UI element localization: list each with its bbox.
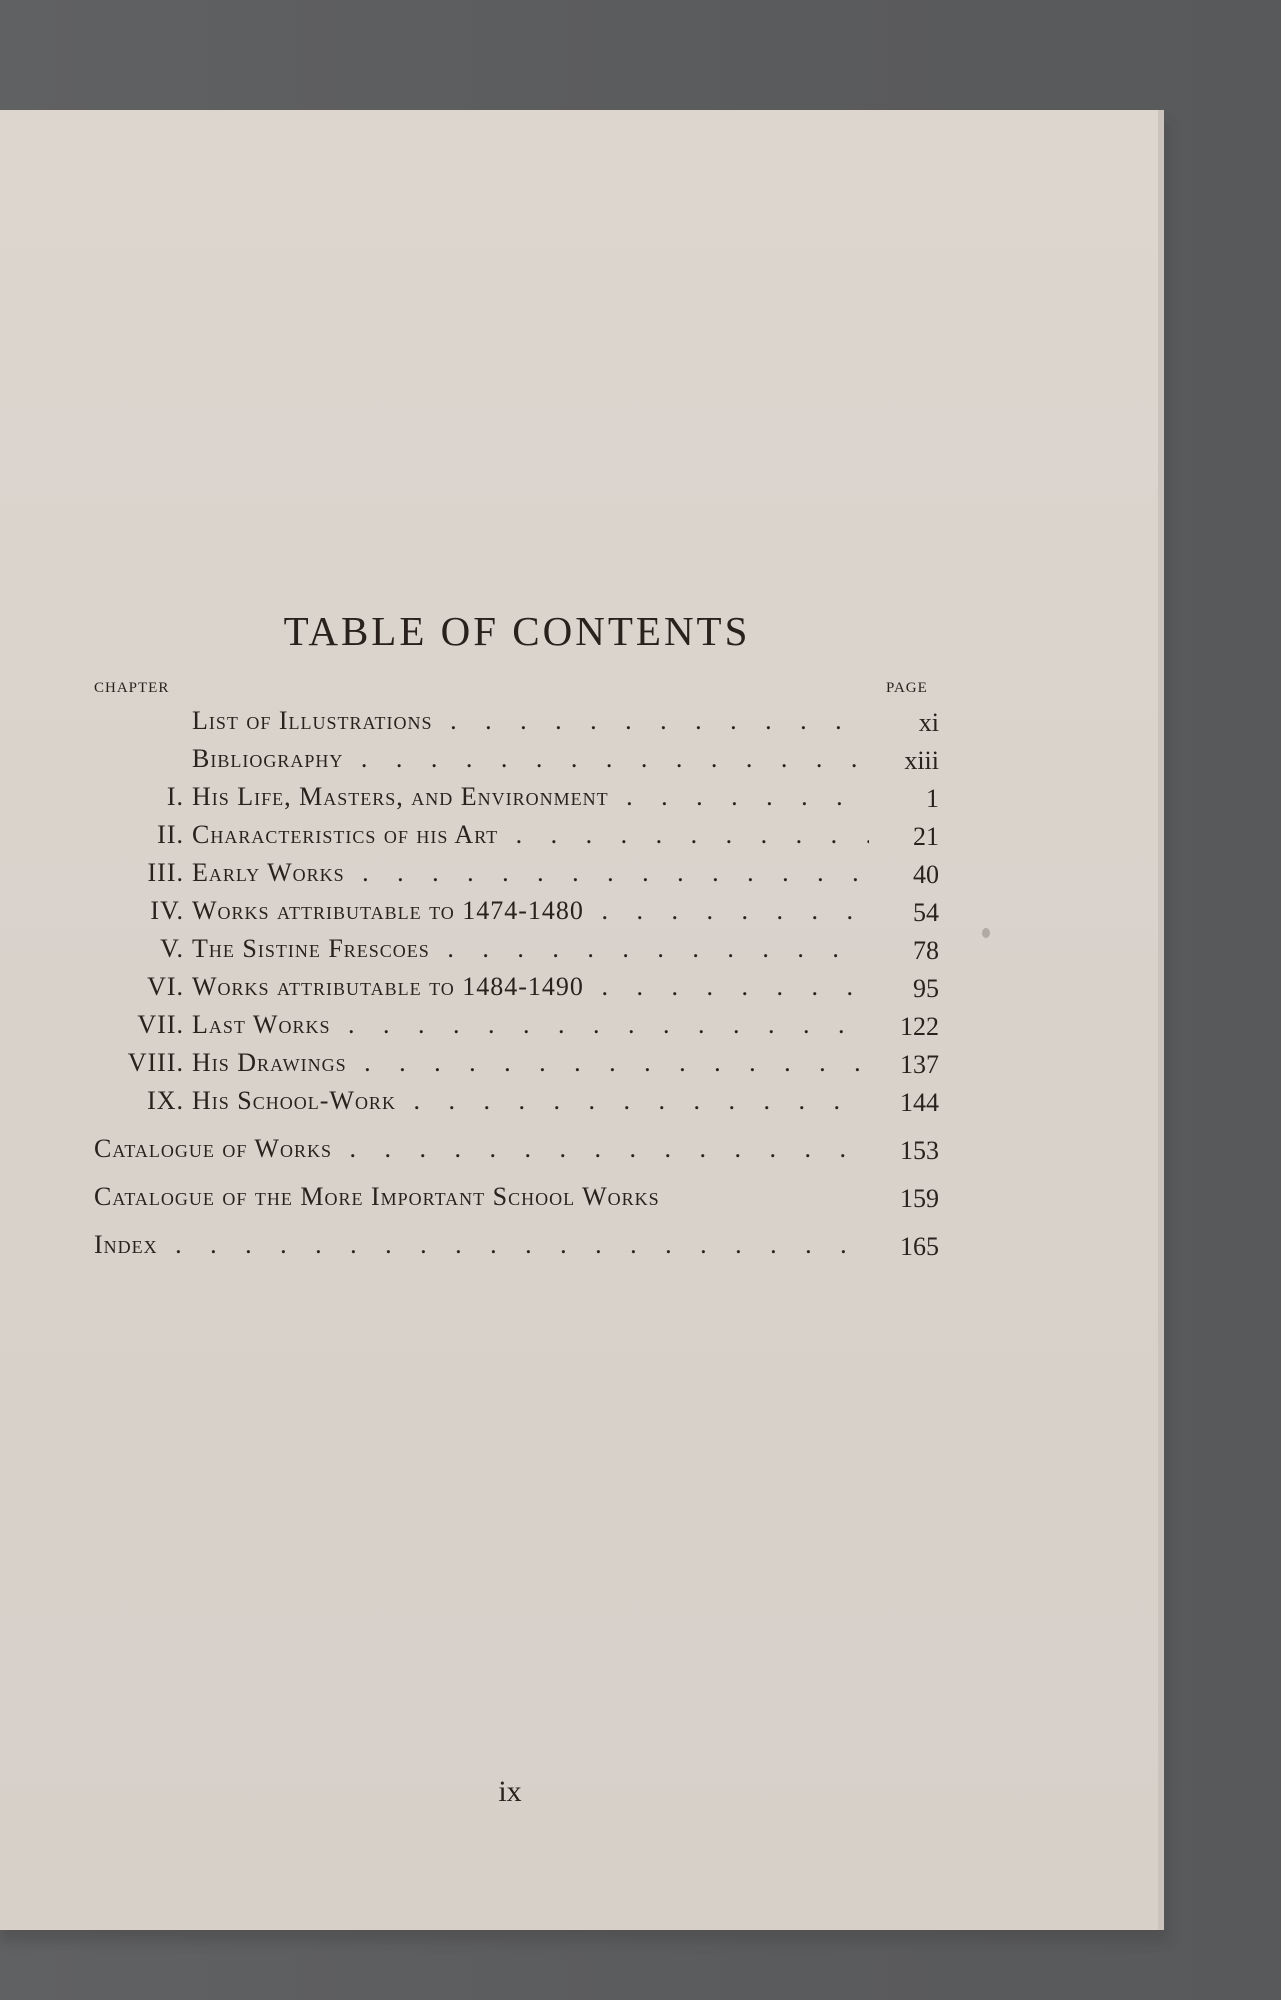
- entry-title: List of Illustrations . . .: [192, 702, 869, 740]
- table-of-contents: [94, 702, 939, 1264]
- toc-entry: [94, 778, 939, 816]
- entry-title: The Sistine Frescoes . . .: [192, 930, 869, 968]
- page-number: 40: [913, 860, 939, 889]
- entry-title: Last Works . . .: [192, 1006, 869, 1044]
- toc-entry: [94, 1044, 939, 1082]
- page-number: 153: [900, 1136, 939, 1165]
- chapter-number: VII.: [137, 1010, 184, 1039]
- book-page: [0, 110, 1164, 1930]
- page-number: 78: [913, 936, 939, 965]
- chapter-number: I.: [166, 782, 184, 811]
- page-number: xi: [918, 708, 939, 737]
- page-number: 165: [900, 1232, 939, 1261]
- entry-title: Works attributable to 1484-1490 . . .: [192, 968, 869, 1006]
- entry-title: Bibliography . . .: [192, 740, 869, 778]
- toc-entry: [94, 854, 939, 892]
- entry-title: His School-Work . . .: [192, 1082, 869, 1120]
- page-title: TABLE OF CONTENTS: [283, 608, 751, 654]
- page-number: 95: [913, 974, 939, 1003]
- paper-speck: [982, 928, 990, 938]
- toc-entry: [94, 1178, 939, 1216]
- page-column-heading: PAGE: [886, 680, 928, 696]
- page-number: 159: [900, 1184, 939, 1213]
- page-number: 122: [900, 1012, 939, 1041]
- chapter-number: II.: [157, 820, 184, 849]
- page-number: 137: [900, 1050, 939, 1079]
- chapter-number: III.: [147, 858, 184, 887]
- entry-title: Early Works . . .: [192, 854, 869, 892]
- entry-title: Catalogue of the More Important School Works: [94, 1182, 660, 1211]
- entry-title: His Drawings . . .: [192, 1044, 869, 1082]
- toc-entry: [94, 1006, 939, 1044]
- entry-title: His Life, Masters, and Environment . . .: [192, 778, 869, 816]
- entry-title: Index . . .: [94, 1226, 869, 1264]
- page-number: 54: [913, 898, 939, 927]
- chapter-number: VI.: [147, 972, 184, 1001]
- chapter-number: IX.: [147, 1086, 184, 1115]
- chapter-number: IV.: [150, 896, 184, 925]
- page-number: 21: [913, 822, 939, 851]
- toc-entry: [94, 930, 939, 968]
- chapter-number: V.: [160, 934, 184, 963]
- toc-entry: [94, 968, 939, 1006]
- entry-title: Characteristics of his Art . . .: [192, 816, 869, 854]
- entry-title: Works attributable to 1474-1480 . . .: [192, 892, 869, 930]
- toc-entry: [94, 702, 939, 740]
- toc-entry: [94, 1226, 939, 1264]
- folio-page-number: ix: [498, 1775, 522, 1808]
- page-number: 1: [926, 784, 939, 813]
- toc-entry: [94, 740, 939, 778]
- toc-entry: [94, 816, 939, 854]
- page-number: xiii: [904, 746, 939, 775]
- chapter-number: VIII.: [127, 1048, 184, 1077]
- toc-entry: [94, 892, 939, 930]
- page-number: 144: [900, 1088, 939, 1117]
- toc-entry: [94, 1082, 939, 1120]
- entry-title: Catalogue of Works . . .: [94, 1130, 869, 1168]
- chapter-column-heading: CHAPTER: [94, 680, 170, 696]
- toc-entry: [94, 1130, 939, 1168]
